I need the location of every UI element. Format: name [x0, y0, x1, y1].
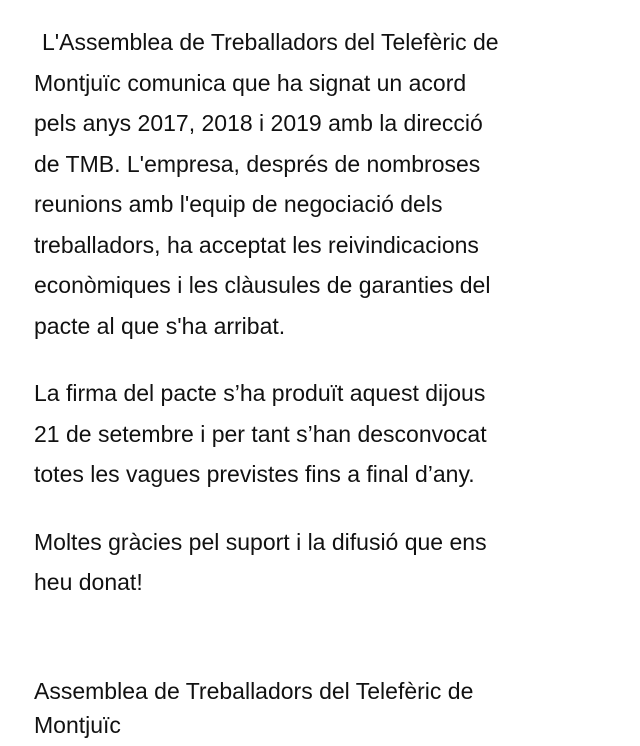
paragraph-strike-cancellation: La firma del pacte s’ha produït aquest dijous 21 de setembre i per tant s’han desconvocat totes les vagues previstes fins a final d’any.	[34, 380, 487, 487]
paragraph-thanks: Moltes gràcies pel suport i la difusió que ens heu donat!	[34, 528, 487, 595]
document-body	[34, 22, 594, 603]
signature: Assemblea de Treballadors del Telefèric de Montjuïc	[34, 678, 474, 738]
paragraph-agreement-announcement: L'Assemblea de Treballadors del Telefèric de Montjuïc comunica que ha signat un acord pels anys 2017, 2018 i 2019 amb la direcció de TMB. L'empresa, després de nombroses reunions amb l'equip de negociació dels treballadors, ha acceptat les reivindicacions econòmiques i les clàusules de garanties del pacte al que s'ha arribat.	[34, 29, 499, 339]
